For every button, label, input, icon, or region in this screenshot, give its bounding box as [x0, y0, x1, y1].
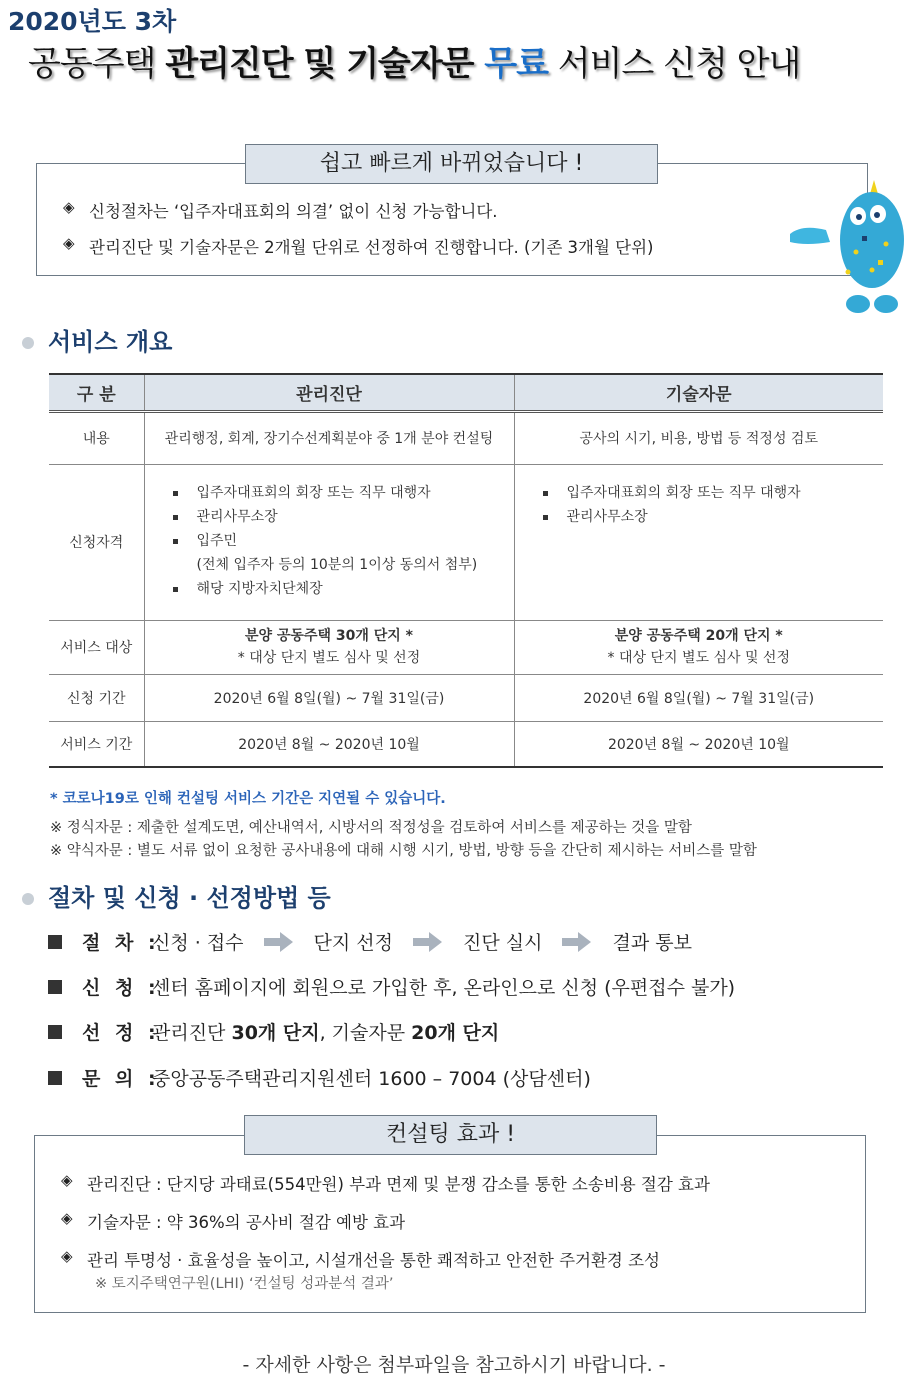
title-part-1: 공동주택 — [28, 44, 166, 84]
year-label: 2020년도 3차 — [8, 7, 177, 36]
square-bullet-icon — [48, 1025, 62, 1039]
procedure-contact-row — [48, 1064, 591, 1091]
list-item: (전체 입주자 등의 10분의 1이상 동의서 첨부) — [196, 556, 478, 573]
note-informal: ※ 약식자문 : 별도 서류 없이 요청한 공사내용에 대해 시행 시기, 방법, 방향 등을 간단히 제시하는 서비스를 말함 — [50, 843, 757, 859]
table-row — [49, 620, 883, 674]
effect-source: ※ 토지주택연구원(LHI) ‘컨설팅 성과분석 결과’ — [95, 1276, 394, 1292]
intro-box-tab: 쉽고 빠르게 바뀌었습니다 ! — [245, 144, 658, 184]
table-header-row — [49, 374, 883, 411]
row-label: 서비스 기간 — [49, 721, 144, 767]
table-cell: 2020년 8월 ~ 2020년 10월 — [144, 721, 514, 767]
step-item: 신청 · 접수 — [152, 932, 244, 954]
arrow-right-icon — [562, 931, 592, 953]
contact-text: 중앙공동주택관리지원센터 1600 – 7004 (상담센터) — [152, 1068, 591, 1090]
page-title — [28, 36, 800, 85]
table-row — [49, 674, 883, 721]
effect-box-tab: 컨설팅 효과 ! — [244, 1115, 657, 1155]
procedure-heading: 절차 및 신청 · 선정방법 등 — [22, 878, 331, 913]
apply-text: 센터 홈페이지에 회원으로 가입한 후, 온라인으로 신청 (우편접수 불가) — [152, 977, 736, 999]
arrow-right-icon — [264, 931, 294, 953]
procedure-apply-row — [48, 973, 735, 1000]
intro-item: ◈ 관리진단 및 기술자문은 2개월 단위로 선정하여 진행합니다. (기존 3개월 단위) — [63, 234, 654, 258]
title-part-4: 서비스 신청 안내 — [548, 44, 801, 84]
intro-item: ◈ 신청절차는 ‘입주자대표회의 의결’ 없이 신청 가능합니다. — [63, 198, 654, 222]
square-bullet-icon — [48, 935, 62, 949]
list-item: 입주자대표회의 회장 또는 직무 대행자 — [171, 481, 514, 505]
bullet-dot-icon — [22, 337, 34, 349]
table-cell — [514, 620, 883, 674]
effect-item: ◈ 기술자문 : 약 36%의 공사비 절감 예방 효과 — [61, 1209, 710, 1233]
steps-label: 절 차 : — [82, 932, 160, 954]
row-label: 내용 — [49, 411, 144, 464]
mascot-icon — [786, 172, 906, 316]
procedure-select-row — [48, 1018, 499, 1045]
step-item: 단지 선정 — [313, 932, 394, 954]
target-note: * 대상 단지 별도 심사 및 선정 — [237, 650, 421, 666]
table-cell: 2020년 8월 ~ 2020년 10월 — [514, 721, 883, 767]
covid-note: * 코로나19로 인해 컨설팅 서비스 기간은 지연될 수 있습니다. — [50, 791, 446, 807]
contact-label: 문 의 : — [82, 1068, 160, 1090]
procedure-steps-row — [48, 928, 692, 955]
list-item: 관리사무소장 — [171, 505, 514, 529]
list-item: 입주민 — [171, 529, 514, 553]
table-row — [49, 411, 883, 464]
step-item: 진단 실시 — [463, 932, 543, 954]
table-cell — [514, 464, 883, 620]
bullet-dot-icon — [22, 893, 34, 905]
target-line: 분양 공동주택 20개 단지 * — [614, 628, 783, 644]
list-item: 입주자대표회의 회장 또는 직무 대행자 — [541, 481, 884, 505]
row-label: 신청 기간 — [49, 674, 144, 721]
square-bullet-icon — [48, 1071, 62, 1085]
select-text: 관리진단 30개 단지, 기술자문 20개 단지 — [152, 1022, 500, 1044]
effect-item: ◈ 관리 투명성 · 효율성을 높이고, 시설개선을 통한 쾌적하고 안전한 주거환경 조성 — [61, 1247, 710, 1271]
service-table — [49, 373, 883, 768]
row-label: 서비스 대상 — [49, 620, 144, 674]
list-item: 해당 지방자치단체장 — [171, 577, 514, 601]
apply-label: 신 청 : — [82, 977, 160, 999]
table-row — [49, 721, 883, 767]
table-cell: 2020년 6월 8일(월) ~ 7월 31일(금) — [514, 674, 883, 721]
overview-heading: 서비스 개요 — [22, 322, 172, 357]
table-header: 기술자문 — [514, 374, 883, 411]
table-header: 구 분 — [49, 374, 144, 411]
list-item: 관리사무소장 — [541, 505, 884, 529]
target-line: 분양 공동주택 30개 단지 * — [244, 628, 413, 644]
table-cell: 2020년 6월 8일(월) ~ 7월 31일(금) — [144, 674, 514, 721]
table-cell: 공사의 시기, 비용, 방법 등 적정성 검토 — [514, 411, 883, 464]
note-formal: ※ 정식자문 : 제출한 설계도면, 예산내역서, 시방서의 적정성을 검토하여 서비스를 제공하는 것을 말함 — [50, 820, 692, 836]
arrow-right-icon — [413, 931, 443, 953]
effect-item: ◈ 관리진단 : 단지당 과태료(554만원) 부과 면제 및 분쟁 감소를 통한 소송비용 절감 효과 — [61, 1171, 710, 1195]
square-bullet-icon — [48, 980, 62, 994]
step-item: 결과 통보 — [612, 932, 692, 954]
row-label: 신청자격 — [49, 464, 144, 620]
table-cell: 관리행정, 회계, 장기수선계획분야 중 1개 분야 컨설팅 — [144, 411, 514, 464]
table-cell — [144, 620, 514, 674]
effect-box — [34, 1135, 866, 1313]
table-row — [49, 464, 883, 620]
table-cell — [144, 464, 514, 620]
title-part-2: 관리진단 및 기술자문 — [165, 44, 485, 84]
select-label: 선 정 : — [82, 1022, 160, 1044]
target-note: * 대상 단지 별도 심사 및 선정 — [607, 650, 790, 666]
table-header: 관리진단 — [144, 374, 514, 411]
title-free: 무료 — [484, 44, 548, 84]
footer-note: - 자세한 사항은 첨부파일을 참고하시기 바랍니다. - — [242, 1354, 666, 1376]
